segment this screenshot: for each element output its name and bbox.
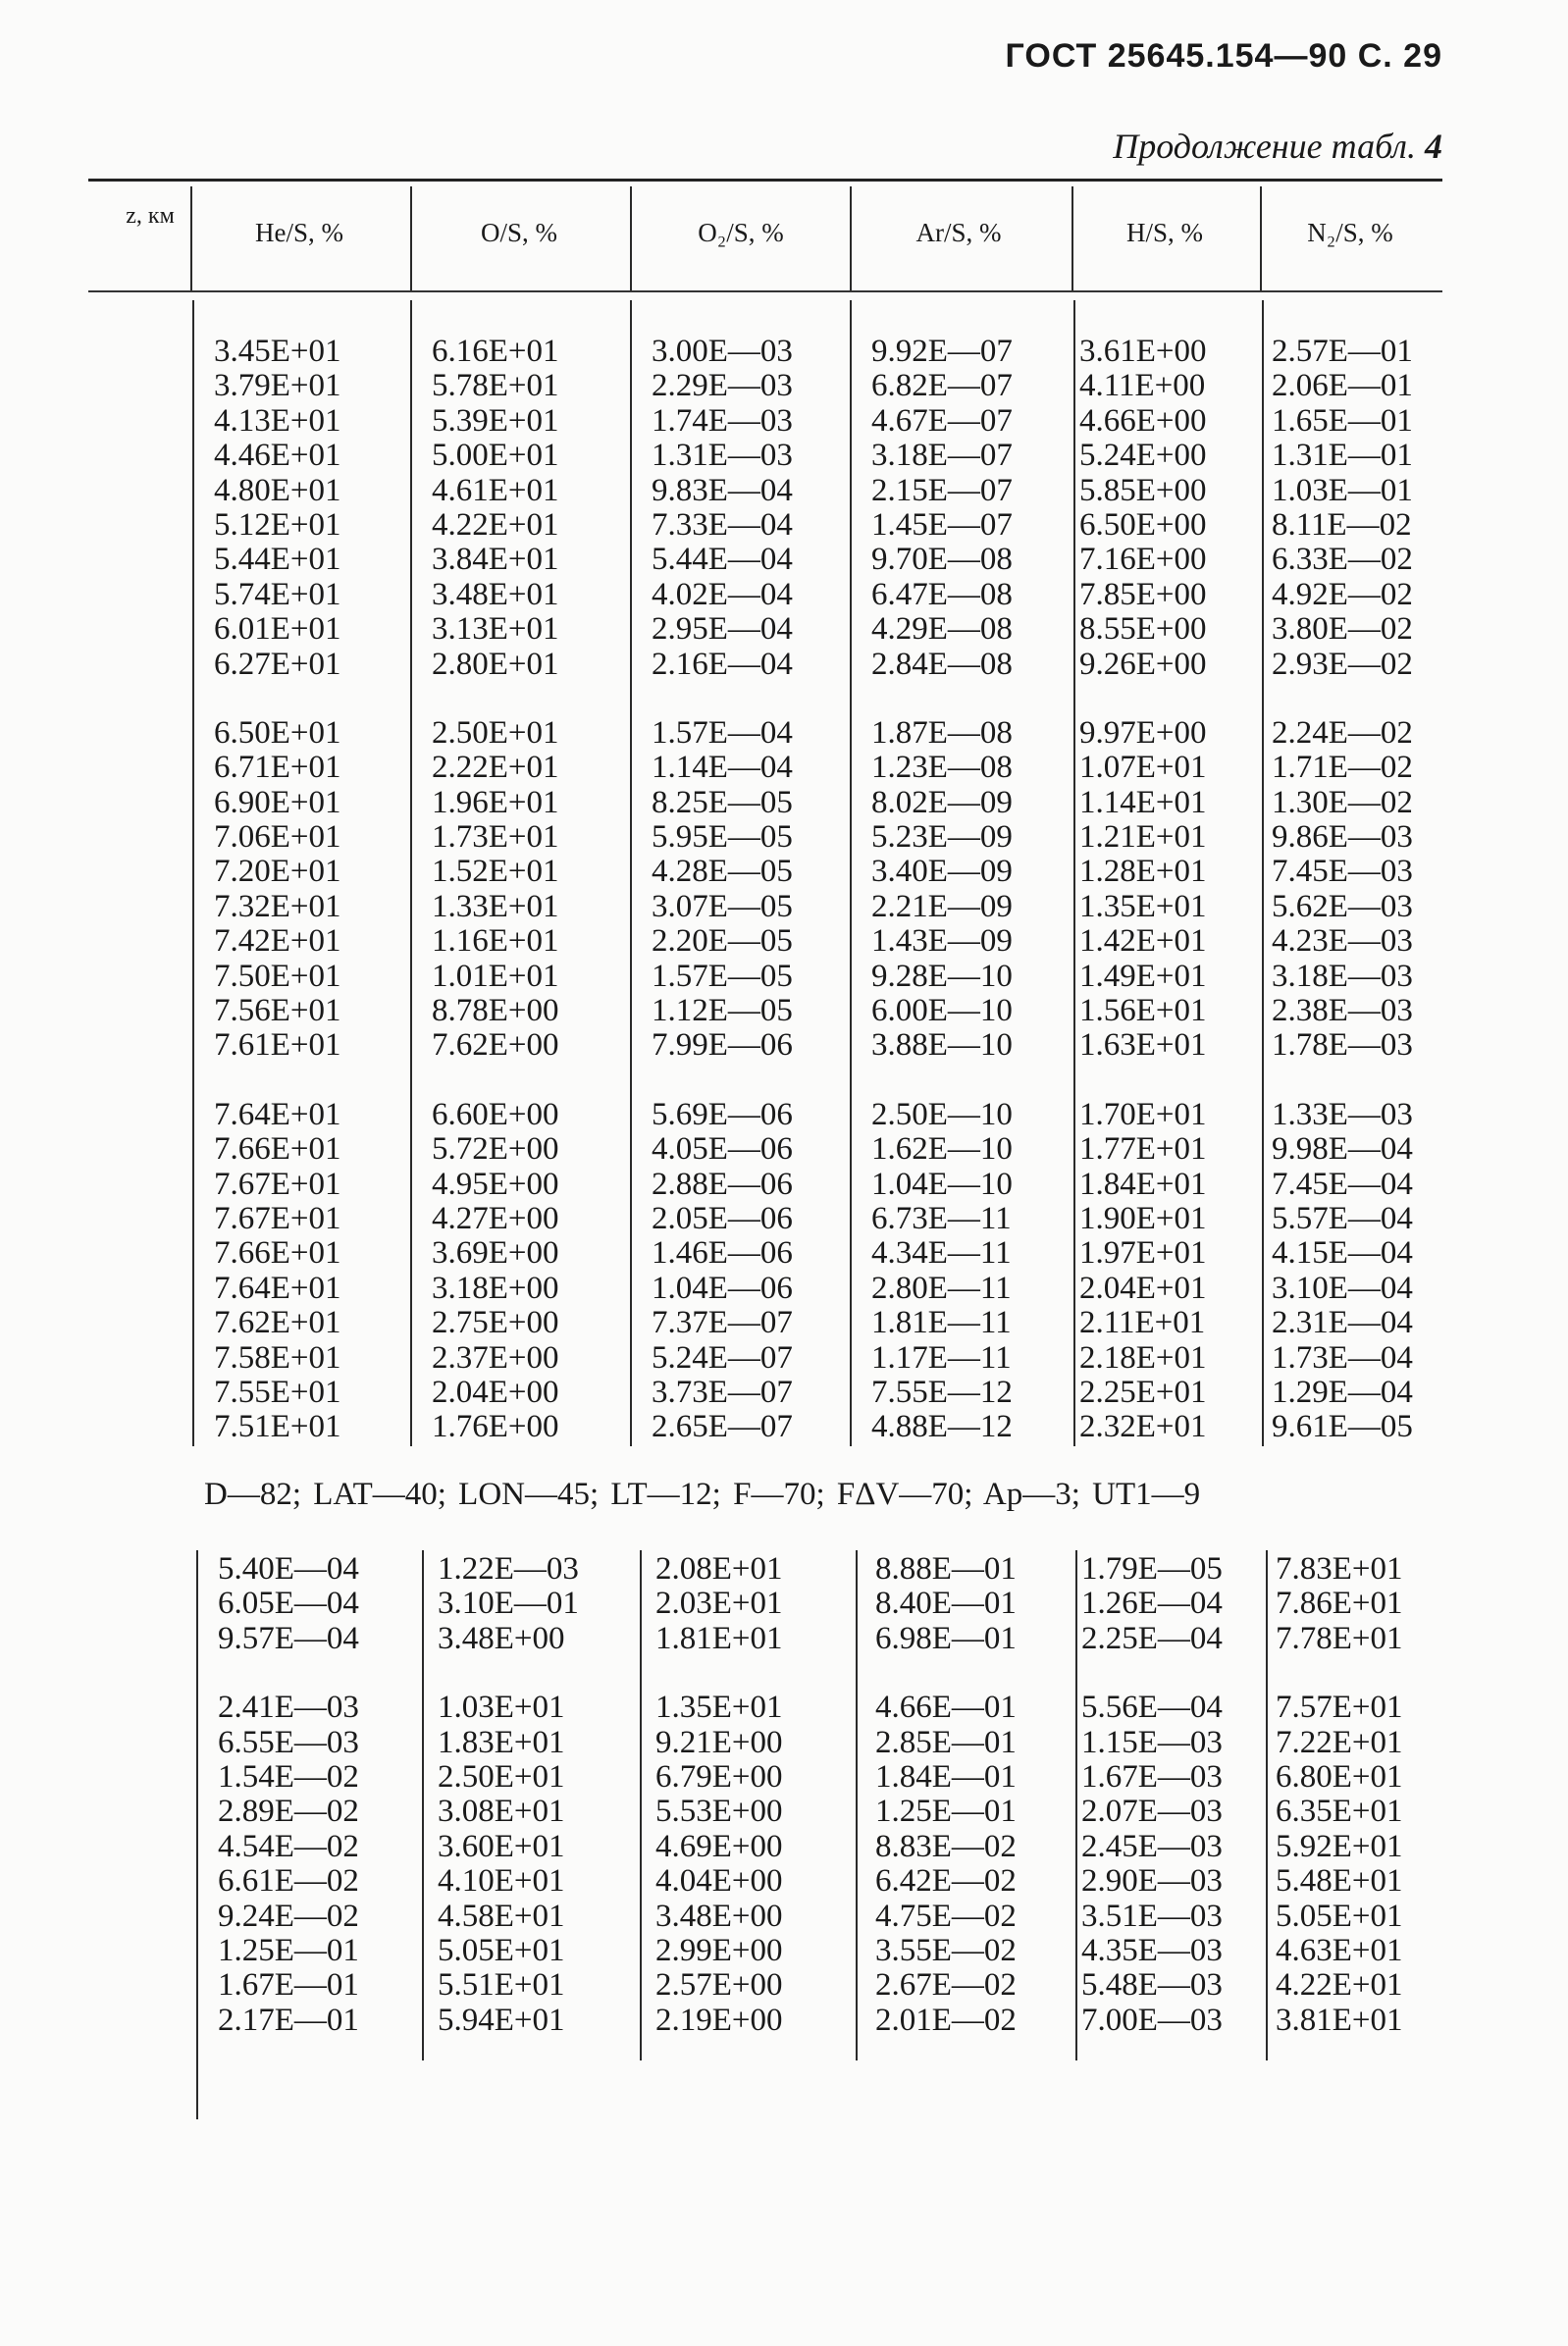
value-cell: 8.40E—01 <box>875 1586 1017 1622</box>
value-cell: 9.24E—02 <box>218 1898 359 1934</box>
value-cell: 4.04E+00 <box>655 1863 783 1900</box>
body-col-rule <box>1073 300 1075 1446</box>
value-cell: 3.73E—07 <box>652 1374 793 1410</box>
value-cell: 6.00E—10 <box>871 993 1013 1029</box>
value-cell: 3.48E+01 <box>432 576 559 612</box>
value-cell: 7.45E—04 <box>1272 1166 1413 1202</box>
value-cell: 7.85E+00 <box>1079 576 1207 612</box>
value-cell: 3.51E—03 <box>1081 1898 1223 1934</box>
value-cell: 2.41E—03 <box>218 1690 359 1726</box>
value-cell: 9.83E—04 <box>652 472 793 508</box>
value-cell: 6.33E—02 <box>1272 542 1413 578</box>
value-cell: 3.48E+00 <box>438 1620 565 1656</box>
value-cell: 2.05E—06 <box>652 1200 793 1236</box>
value-cell: 6.61E—02 <box>218 1863 359 1900</box>
value-cell: 4.69E+00 <box>655 1828 783 1864</box>
value-cell: 7.61E+01 <box>214 1027 341 1064</box>
value-cell: 7.62E+00 <box>432 1027 559 1064</box>
value-cell: 3.10E—04 <box>1272 1270 1413 1306</box>
value-cell: 4.11E+00 <box>1079 368 1206 404</box>
value-cell: 7.45E—03 <box>1272 854 1413 890</box>
value-cell: 1.81E—11 <box>871 1305 1012 1341</box>
value-cell: 1.17E—11 <box>871 1339 1012 1376</box>
value-cell: 1.74E—03 <box>652 402 793 439</box>
value-cell: 7.33E—04 <box>652 506 793 543</box>
value-cell: 5.62E—03 <box>1272 888 1413 924</box>
value-cell: 3.07E—05 <box>652 888 793 924</box>
value-cell: 9.57E—04 <box>218 1620 359 1656</box>
value-cell: 1.29E—04 <box>1272 1374 1413 1410</box>
value-cell: 9.92E—07 <box>871 334 1013 369</box>
value-cell: 7.56E+01 <box>214 993 341 1029</box>
value-cell: 8.02E—09 <box>871 784 1013 820</box>
value-cell: 6.42E—02 <box>875 1863 1017 1900</box>
value-cell: 1.04E—06 <box>652 1270 793 1306</box>
value-cell: 4.02E—04 <box>652 576 793 612</box>
body-col-rule <box>1262 300 1264 1446</box>
value-cell: 7.51E+01 <box>214 1409 341 1445</box>
value-cell: 2.01E—02 <box>875 2002 1017 2038</box>
value-cell: 2.50E—10 <box>871 1096 1013 1132</box>
value-cell: 7.32E+01 <box>214 888 341 924</box>
value-cell: 1.33E—03 <box>1272 1096 1413 1132</box>
value-cell: 1.26E—04 <box>1081 1586 1223 1622</box>
value-cell: 2.04E+00 <box>432 1374 559 1410</box>
value-cell: 6.79E+00 <box>655 1758 783 1795</box>
value-cell: 2.04E+01 <box>1079 1270 1207 1306</box>
value-cell: 1.84E+01 <box>1079 1166 1207 1202</box>
value-cell: 4.15E—04 <box>1272 1235 1413 1272</box>
value-cell: 5.53E+00 <box>655 1794 783 1830</box>
value-cell: 5.05E+01 <box>1276 1898 1403 1934</box>
value-cell: 3.60E+01 <box>438 1828 565 1864</box>
value-cell: 2.57E+00 <box>655 1967 783 2004</box>
value-cell: 4.88E—12 <box>871 1409 1013 1445</box>
value-cell: 1.45E—07 <box>871 506 1013 543</box>
value-cell: 7.67E+01 <box>214 1200 341 1236</box>
value-cell: 4.22E+01 <box>1276 1967 1403 2004</box>
value-cell: 3.79E+01 <box>214 368 341 404</box>
value-cell: 7.42E+01 <box>214 923 341 960</box>
value-cell: 2.89E—02 <box>218 1794 359 1830</box>
value-cell: 5.72E+00 <box>432 1131 559 1168</box>
value-cell: 3.10E—01 <box>438 1586 579 1622</box>
value-cell: 1.84E—01 <box>875 1758 1017 1795</box>
body-col-rule <box>850 300 852 1446</box>
value-cell: 4.92E—02 <box>1272 576 1413 612</box>
value-cell: 2.65E—07 <box>652 1409 793 1445</box>
value-cell: 2.45E—03 <box>1081 1828 1223 1864</box>
value-cell: 5.40E—04 <box>218 1551 359 1587</box>
value-cell: 4.10E+01 <box>438 1863 565 1900</box>
value-cell: 4.35E—03 <box>1081 1932 1223 1968</box>
value-cell: 6.50E+01 <box>214 714 341 751</box>
value-cell: 2.80E—11 <box>871 1270 1012 1306</box>
value-cell: 7.20E+01 <box>214 854 341 890</box>
value-cell: 3.61E+00 <box>1079 334 1207 369</box>
value-cell: 1.49E+01 <box>1079 958 1207 994</box>
value-cell: 1.43E—09 <box>871 923 1013 960</box>
value-cell: 2.16E—04 <box>652 646 793 682</box>
value-cell: 7.99E—06 <box>652 1027 793 1064</box>
value-cell: 5.78E+01 <box>432 368 559 404</box>
header-z: z, км <box>126 203 175 229</box>
value-cell: 1.30E—02 <box>1272 784 1413 820</box>
body-col-rule <box>1266 1550 1268 2060</box>
value-cell: 2.25E+01 <box>1079 1374 1207 1410</box>
value-cell: 1.04E—10 <box>871 1166 1013 1202</box>
value-cell: 2.06E—01 <box>1272 368 1413 404</box>
value-cell: 6.05E—04 <box>218 1586 359 1622</box>
value-cell: 7.86E+01 <box>1276 1586 1403 1622</box>
value-cell: 2.32E+01 <box>1079 1409 1207 1445</box>
value-cell: 4.29E—08 <box>871 611 1013 648</box>
value-cell: 1.21E+01 <box>1079 819 1207 856</box>
value-cell: 1.14E—04 <box>652 750 793 786</box>
value-cell: 1.87E—08 <box>871 714 1013 751</box>
value-cell: 7.58E+01 <box>214 1339 341 1376</box>
value-cell: 1.78E—03 <box>1272 1027 1413 1064</box>
value-cell: 8.83E—02 <box>875 1828 1017 1864</box>
value-cell: 6.27E+01 <box>214 646 341 682</box>
value-cell: 1.15E—03 <box>1081 1724 1223 1760</box>
value-cell: 7.57E+01 <box>1276 1690 1403 1726</box>
value-cell: 8.11E—02 <box>1272 506 1412 543</box>
value-cell: 5.51E+01 <box>438 1967 565 2004</box>
value-cell: 2.93E—02 <box>1272 646 1413 682</box>
value-cell: 4.13E+01 <box>214 402 341 439</box>
header-col-rule <box>850 186 852 290</box>
value-cell: 1.23E—08 <box>871 750 1013 786</box>
value-cell: 3.18E+00 <box>432 1270 559 1306</box>
value-cell: 6.98E—01 <box>875 1620 1017 1656</box>
value-cell: 2.15E—07 <box>871 472 1013 508</box>
value-cell: 6.90E+01 <box>214 784 341 820</box>
header-col-rule <box>1260 186 1262 290</box>
value-cell: 1.73E+01 <box>432 819 559 856</box>
value-cell: 1.71E—02 <box>1272 750 1413 786</box>
value-cell: 2.03E+01 <box>655 1586 783 1622</box>
value-cell: 1.67E—03 <box>1081 1758 1223 1795</box>
value-cell: 5.85E+00 <box>1079 472 1207 508</box>
value-cell: 3.18E—03 <box>1272 958 1413 994</box>
value-cell: 2.38E—03 <box>1272 993 1413 1029</box>
value-cell: 4.66E—01 <box>875 1690 1017 1726</box>
value-cell: 3.13E+01 <box>432 611 559 648</box>
value-cell: 4.22E+01 <box>432 506 559 543</box>
value-cell: 1.83E+01 <box>438 1724 565 1760</box>
value-cell: 7.66E+01 <box>214 1131 341 1168</box>
value-cell: 4.28E—05 <box>652 854 793 890</box>
header-he: He/S, % <box>255 218 343 247</box>
value-cell: 5.74E+01 <box>214 576 341 612</box>
value-cell: 9.98E—04 <box>1272 1131 1413 1168</box>
value-cell: 5.44E+01 <box>214 542 341 578</box>
body-col-rule <box>196 1550 198 2119</box>
value-cell: 1.52E+01 <box>432 854 559 890</box>
value-cell: 6.82E—07 <box>871 368 1013 404</box>
value-cell: 6.71E+01 <box>214 750 341 786</box>
value-cell: 5.92E+01 <box>1276 1828 1403 1864</box>
value-cell: 3.81E+01 <box>1276 2002 1403 2038</box>
value-cell: 2.08E+01 <box>655 1551 783 1587</box>
value-cell: 1.97E+01 <box>1079 1235 1207 1272</box>
value-cell: 3.48E+00 <box>655 1898 783 1934</box>
value-cell: 5.69E—06 <box>652 1096 793 1132</box>
value-cell: 4.23E—03 <box>1272 923 1413 960</box>
value-cell: 7.64E+01 <box>214 1270 341 1306</box>
value-cell: 4.63E+01 <box>1276 1932 1403 1968</box>
value-cell: 3.18E—07 <box>871 438 1013 474</box>
value-cell: 1.35E+01 <box>655 1690 783 1726</box>
value-cell: 9.21E+00 <box>655 1724 783 1760</box>
value-cell: 2.17E—01 <box>218 2002 359 2038</box>
value-cell: 1.14E+01 <box>1079 784 1207 820</box>
value-cell: 1.03E—01 <box>1272 472 1413 508</box>
header-o: O/S, % <box>480 218 557 247</box>
value-cell: 1.12E—05 <box>652 993 793 1029</box>
value-cell: 9.61E—05 <box>1272 1409 1413 1445</box>
value-cell: 4.66E+00 <box>1079 402 1207 439</box>
value-cell: 5.48E+01 <box>1276 1863 1403 1900</box>
value-cell: 1.76E+00 <box>432 1409 559 1445</box>
body-col-rule <box>192 300 194 1446</box>
value-cell: 7.37E—07 <box>652 1305 793 1341</box>
value-cell: 2.67E—02 <box>875 1967 1017 2004</box>
parameters-line: D—82; LAT—40; LON—45; LT—12; F—70; FΔV—70; Ap—3; UT1—9 <box>204 1477 1201 1512</box>
value-cell: 1.31E—01 <box>1272 438 1413 474</box>
body-col-rule <box>410 300 412 1446</box>
value-cell: 8.78E+00 <box>432 993 559 1029</box>
value-cell: 3.00E—03 <box>652 334 793 369</box>
value-cell: 2.50E+01 <box>438 1758 565 1795</box>
value-cell: 1.56E+01 <box>1079 993 1207 1029</box>
value-cell: 4.46E+01 <box>214 438 341 474</box>
value-cell: 3.88E—10 <box>871 1027 1013 1064</box>
value-cell: 4.61E+01 <box>432 472 559 508</box>
value-cell: 2.24E—02 <box>1272 714 1413 751</box>
value-cell: 2.84E—08 <box>871 646 1013 682</box>
value-cell: 4.58E+01 <box>438 1898 565 1934</box>
value-cell: 5.24E+00 <box>1079 438 1207 474</box>
value-cell: 1.90E+01 <box>1079 1200 1207 1236</box>
value-cell: 6.50E+00 <box>1079 506 1207 543</box>
value-cell: 1.63E+01 <box>1079 1027 1207 1064</box>
value-cell: 4.75E—02 <box>875 1898 1017 1934</box>
value-cell: 5.00E+01 <box>432 438 559 474</box>
header-h: H/S, % <box>1125 218 1203 247</box>
value-cell: 3.08E+01 <box>438 1794 565 1830</box>
value-cell: 7.06E+01 <box>214 819 341 856</box>
value-cell: 4.80E+01 <box>214 472 341 508</box>
value-cell: 1.16E+01 <box>432 923 559 960</box>
body-col-rule <box>630 300 632 1446</box>
continuation-label <box>1113 126 1442 167</box>
value-cell: 6.73E—11 <box>871 1200 1012 1236</box>
value-cell: 1.67E—01 <box>218 1967 359 2004</box>
value-cell: 3.45E+01 <box>214 334 341 369</box>
value-cell: 4.05E—06 <box>652 1131 793 1168</box>
value-cell: 6.80E+01 <box>1276 1758 1403 1795</box>
value-cell: 6.60E+00 <box>432 1096 559 1132</box>
value-cell: 1.33E+01 <box>432 888 559 924</box>
value-cell: 4.34E—11 <box>871 1235 1012 1272</box>
value-cell: 4.67E—07 <box>871 402 1013 439</box>
value-cell: 1.65E—01 <box>1272 402 1413 439</box>
value-cell: 3.69E+00 <box>432 1235 559 1272</box>
continuation-number: 4 <box>1425 127 1442 166</box>
value-cell: 5.24E—07 <box>652 1339 793 1376</box>
value-cell: 5.23E—09 <box>871 819 1013 856</box>
value-cell: 2.21E—09 <box>871 888 1013 924</box>
header-n2: N₂/S, % <box>1307 218 1393 247</box>
value-cell: 1.57E—05 <box>652 958 793 994</box>
value-cell: 1.42E+01 <box>1079 923 1207 960</box>
value-cell: 4.54E—02 <box>218 1828 359 1864</box>
value-cell: 2.88E—06 <box>652 1166 793 1202</box>
value-cell: 9.26E+00 <box>1079 646 1207 682</box>
value-cell: 7.22E+01 <box>1276 1724 1403 1760</box>
value-cell: 2.07E—03 <box>1081 1794 1223 1830</box>
value-cell: 1.73E—04 <box>1272 1339 1413 1376</box>
value-cell: 1.46E—06 <box>652 1235 793 1272</box>
value-cell: 7.78E+01 <box>1276 1620 1403 1656</box>
value-cell: 1.79E—05 <box>1081 1551 1223 1587</box>
value-cell: 1.62E—10 <box>871 1131 1013 1168</box>
value-cell: 9.97E+00 <box>1079 714 1207 751</box>
value-cell: 1.25E—01 <box>875 1794 1017 1830</box>
value-cell: 5.95E—05 <box>652 819 793 856</box>
value-cell: 1.01E+01 <box>432 958 559 994</box>
value-cell: 1.31E—03 <box>652 438 793 474</box>
value-cell: 8.55E+00 <box>1079 611 1207 648</box>
value-cell: 7.83E+01 <box>1276 1551 1403 1587</box>
value-cell: 5.48E—03 <box>1081 1967 1223 2004</box>
continuation-text: Продолжение табл. <box>1113 127 1416 166</box>
value-cell: 3.84E+01 <box>432 542 559 578</box>
header-o2: O₂/S, % <box>698 218 784 247</box>
value-cell: 7.62E+01 <box>214 1305 341 1341</box>
value-cell: 4.95E+00 <box>432 1166 559 1202</box>
value-cell: 7.64E+01 <box>214 1096 341 1132</box>
header-col-rule <box>410 186 412 290</box>
header-col-rule <box>630 186 632 290</box>
value-cell: 6.55E—03 <box>218 1724 359 1760</box>
value-cell: 2.20E—05 <box>652 923 793 960</box>
value-cell: 5.94E+01 <box>438 2002 565 2038</box>
value-cell: 5.56E—04 <box>1081 1690 1223 1726</box>
body-col-rule <box>1075 1550 1077 2060</box>
value-cell: 1.03E+01 <box>438 1690 565 1726</box>
value-cell: 2.18E+01 <box>1079 1339 1207 1376</box>
value-cell: 1.07E+01 <box>1079 750 1207 786</box>
body-col-rule <box>856 1550 858 2060</box>
table-top-rule <box>88 179 1442 182</box>
value-cell: 3.55E—02 <box>875 1932 1017 1968</box>
value-cell: 5.57E—04 <box>1272 1200 1413 1236</box>
body-col-rule <box>422 1550 424 2060</box>
value-cell: 2.95E—04 <box>652 611 793 648</box>
value-cell: 1.22E—03 <box>438 1551 579 1587</box>
value-cell: 7.55E+01 <box>214 1374 341 1410</box>
header-col-rule <box>190 186 192 290</box>
value-cell: 8.25E—05 <box>652 784 793 820</box>
value-cell: 2.11E+01 <box>1079 1305 1206 1341</box>
value-cell: 2.57E—01 <box>1272 334 1413 369</box>
value-cell: 8.88E—01 <box>875 1551 1017 1587</box>
value-cell: 1.57E—04 <box>652 714 793 751</box>
page-header: ГОСТ 25645.154—90 С. 29 <box>1005 37 1442 75</box>
value-cell: 2.75E+00 <box>432 1305 559 1341</box>
value-cell: 6.16E+01 <box>432 334 559 369</box>
value-cell: 7.00E—03 <box>1081 2002 1223 2038</box>
value-cell: 2.25E—04 <box>1081 1620 1223 1656</box>
value-cell: 9.86E—03 <box>1272 819 1413 856</box>
value-cell: 6.47E—08 <box>871 576 1013 612</box>
value-cell: 3.80E—02 <box>1272 611 1413 648</box>
value-cell: 5.12E+01 <box>214 506 341 543</box>
value-cell: 2.50E+01 <box>432 714 559 751</box>
value-cell: 7.50E+01 <box>214 958 341 994</box>
value-cell: 2.90E—03 <box>1081 1863 1223 1900</box>
value-cell: 2.85E—01 <box>875 1724 1017 1760</box>
value-cell: 2.19E+00 <box>655 2002 783 2038</box>
value-cell: 1.28E+01 <box>1079 854 1207 890</box>
value-cell: 2.80E+01 <box>432 646 559 682</box>
value-cell: 7.67E+01 <box>214 1166 341 1202</box>
header-ar: Ar/S, % <box>915 218 1002 247</box>
value-cell: 1.25E—01 <box>218 1932 359 1968</box>
value-cell: 2.29E—03 <box>652 368 793 404</box>
body-col-rule <box>640 1550 642 2060</box>
value-cell: 2.99E+00 <box>655 1932 783 1968</box>
value-cell: 2.37E+00 <box>432 1339 559 1376</box>
value-cell: 1.70E+01 <box>1079 1096 1207 1132</box>
value-cell: 9.28E—10 <box>871 958 1013 994</box>
table-header-rule <box>88 290 1442 292</box>
value-cell: 7.16E+00 <box>1079 542 1207 578</box>
value-cell: 1.54E—02 <box>218 1758 359 1795</box>
value-cell: 5.44E—04 <box>652 542 793 578</box>
value-cell: 5.05E+01 <box>438 1932 565 1968</box>
value-cell: 2.22E+01 <box>432 750 559 786</box>
value-cell: 1.77E+01 <box>1079 1131 1207 1168</box>
value-cell: 1.35E+01 <box>1079 888 1207 924</box>
value-cell: 2.31E—04 <box>1272 1305 1413 1341</box>
value-cell: 7.55E—12 <box>871 1374 1013 1410</box>
value-cell: 6.01E+01 <box>214 611 341 648</box>
value-cell: 1.96E+01 <box>432 784 559 820</box>
value-cell: 5.39E+01 <box>432 402 559 439</box>
header-col-rule <box>1071 186 1073 290</box>
value-cell: 9.70E—08 <box>871 542 1013 578</box>
value-cell: 7.66E+01 <box>214 1235 341 1272</box>
value-cell: 3.40E—09 <box>871 854 1013 890</box>
value-cell: 4.27E+00 <box>432 1200 559 1236</box>
value-cell: 1.81E+01 <box>655 1620 783 1656</box>
value-cell: 6.35E+01 <box>1276 1794 1403 1830</box>
